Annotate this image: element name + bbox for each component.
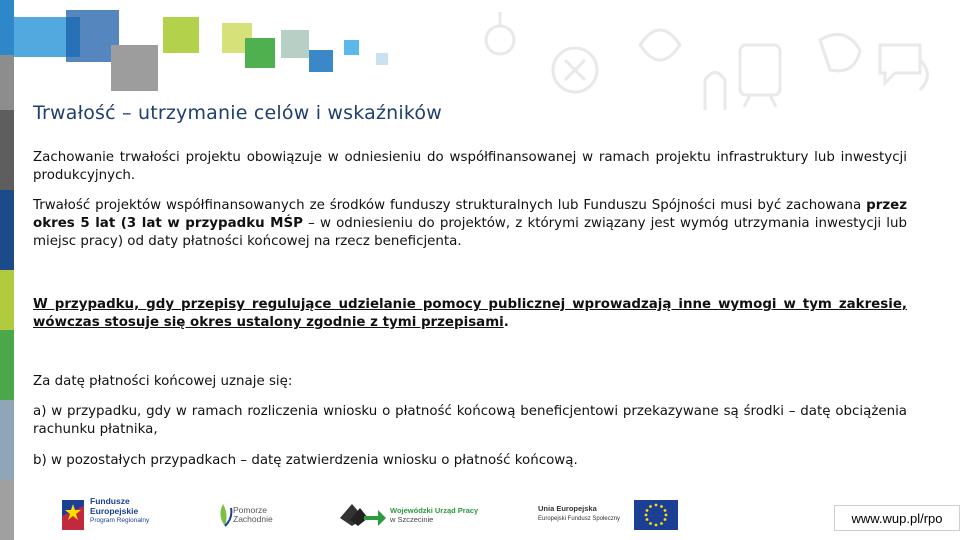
website-url-text: www.wup.pl/rpo [851,510,943,526]
paragraph-3 [33,296,907,332]
paragraph-1-text: Zachowanie trwałości projektu obowiązuje w odniesieniu do współfinansowanej w ramach projektu infrastruktury lub inwestycji produkcyjnych. [33,150,907,183]
paragraph-2 [33,197,907,251]
background-icons [480,0,960,150]
page-title: Trwałość – utrzymanie celów i wskaźników [33,102,442,124]
eu-flag-icon [634,500,678,530]
paragraph-4 [33,373,907,391]
paragraph-6-label: b) [33,453,47,468]
wup-logo [338,500,488,532]
paragraph-6 [33,452,907,470]
paragraph-3-text: W przypadku, gdy przepisy regulujące udzielanie pomocy publicznej wprowadzają inne wymogi w tym zakresie, wówczas stosuje się okres ustalony zgodnie z tymi przepisami [33,297,907,330]
wup-emblem-icon [338,500,388,528]
paragraph-5-label: a) [33,404,47,419]
pomorze-zachodnie-logo [215,500,285,532]
pomorze-line2: Zachodnie [233,514,273,524]
fe-line2: Europejskie [90,506,139,516]
unia-europejska-logo [538,498,698,532]
paragraph-2-text-bold: przez okres 5 lat (3 lat w przypadku MŚP [33,198,907,231]
left-color-strip [0,0,14,540]
paragraph-2-text-a: Trwałość projektów współfinansowanych ze środków funduszy strukturalnych lub Funduszu Spójności musi być zachowana [33,198,867,213]
paragraph-2-text-c: – w odniesieniu do projektów, z którymi związany jest wymóg utrzymania inwestycji lub miejsc pracy) od daty płatności końcowej na rzecz beneficjenta. [33,216,908,249]
paragraph-1 [33,149,907,185]
website-url[interactable] [834,505,960,531]
paragraph-5-text: w przypadku, gdy w ramach rozliczenia wniosku o płatność końcową beneficjentowi przekazywane są środki – datę obciążenia rachunku płatnika, [33,404,907,437]
paragraph-4-text: Za datę płatności końcowej uznaje się: [33,374,293,389]
fe-line3: Program Regionalny [90,517,150,524]
pomorze-line1: Pomorze [233,505,268,515]
pomorze-leaf-icon [215,500,235,528]
fe-line1: Fundusze [90,496,130,506]
fe-star-icon [60,496,86,532]
fundusze-europejskie-logo [60,494,160,534]
paragraph-3-end: . [503,315,509,330]
ue-line1: Unia Europejska [538,504,597,513]
ue-line2: Europejski Fundusz Społeczny [538,516,621,522]
paragraph-6-text: w pozostałych przypadkach – datę zatwierdzenia wniosku o płatność końcową. [46,453,578,468]
wup-line1: Wojewódzki Urząd Pracy [390,506,479,515]
wup-line2: w Szczecinie [390,515,434,524]
paragraph-5 [33,403,907,439]
footer-logos [60,490,710,535]
